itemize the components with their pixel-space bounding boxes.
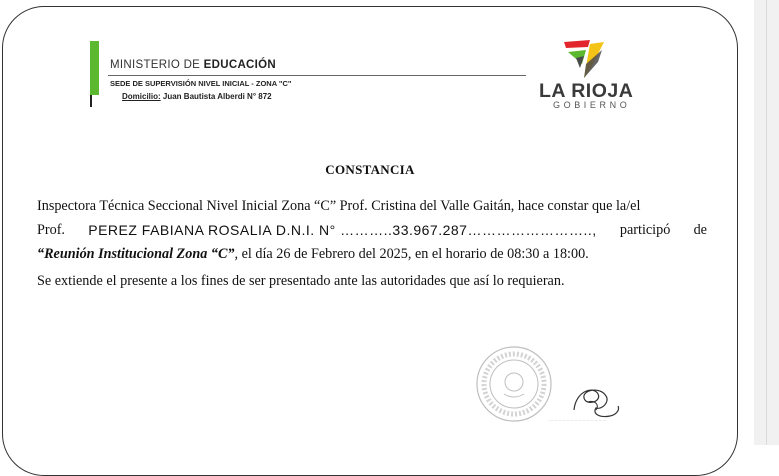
event-date-time: el día 26 de Febrero del 2025, en el horario de 08:30 a 18:00. [238, 246, 589, 262]
event-name: “Reunión Institucional Zona “C” [37, 246, 235, 262]
header-divider [108, 75, 526, 76]
paragraph-line-3 [37, 242, 707, 266]
page-margin-strip [754, 0, 779, 445]
prof-prefix: Prof. [37, 222, 65, 238]
domicilio-value: Juan Bautista Alberdi N° 872 [160, 92, 272, 101]
domicilio [122, 92, 272, 101]
sede-label: SEDE DE SUPERVISIÓN NIVEL INICIAL - ZONA "C" [110, 79, 292, 88]
paragraph-line-1: Inspectora Técnica Seccional Nivel Inicial Zona “C” Prof. Cristina del Valle Gaitán, hace constar que la/el [37, 198, 641, 214]
text-cursor [90, 95, 92, 107]
ministry-name [110, 59, 276, 71]
participant-name-dni: PEREZ FABIANA ROSALIA D.N.I. N° ………..33.967.287…………………….., [88, 222, 597, 238]
logo-name: LA RIOJA [539, 80, 634, 102]
signature-caption: ············································ [548, 418, 607, 423]
certification-paragraph [37, 194, 707, 266]
participo-word: participó [619, 222, 671, 238]
ministry-accent-bar [90, 41, 99, 95]
closing-paragraph: Se extiende el presente a los fines de ser presentado ante las autoridades que así lo requieran. [37, 273, 565, 289]
de-word: de [693, 222, 707, 238]
document-title: CONSTANCIA [325, 162, 415, 177]
logo-subtitle: GOBIERNO [553, 100, 631, 110]
signature-icon [566, 380, 626, 422]
paragraph-line-2 [37, 218, 707, 242]
event-comma: , [234, 246, 239, 262]
ministry-prefix: MINISTERIO DE [110, 59, 204, 71]
official-seal-icon [474, 344, 554, 424]
ministry-bold: EDUCACIÓN [203, 59, 276, 71]
la-rioja-logo-icon [562, 38, 606, 80]
margin-rule [766, 0, 767, 445]
domicilio-label: Domicilio: [122, 92, 161, 101]
